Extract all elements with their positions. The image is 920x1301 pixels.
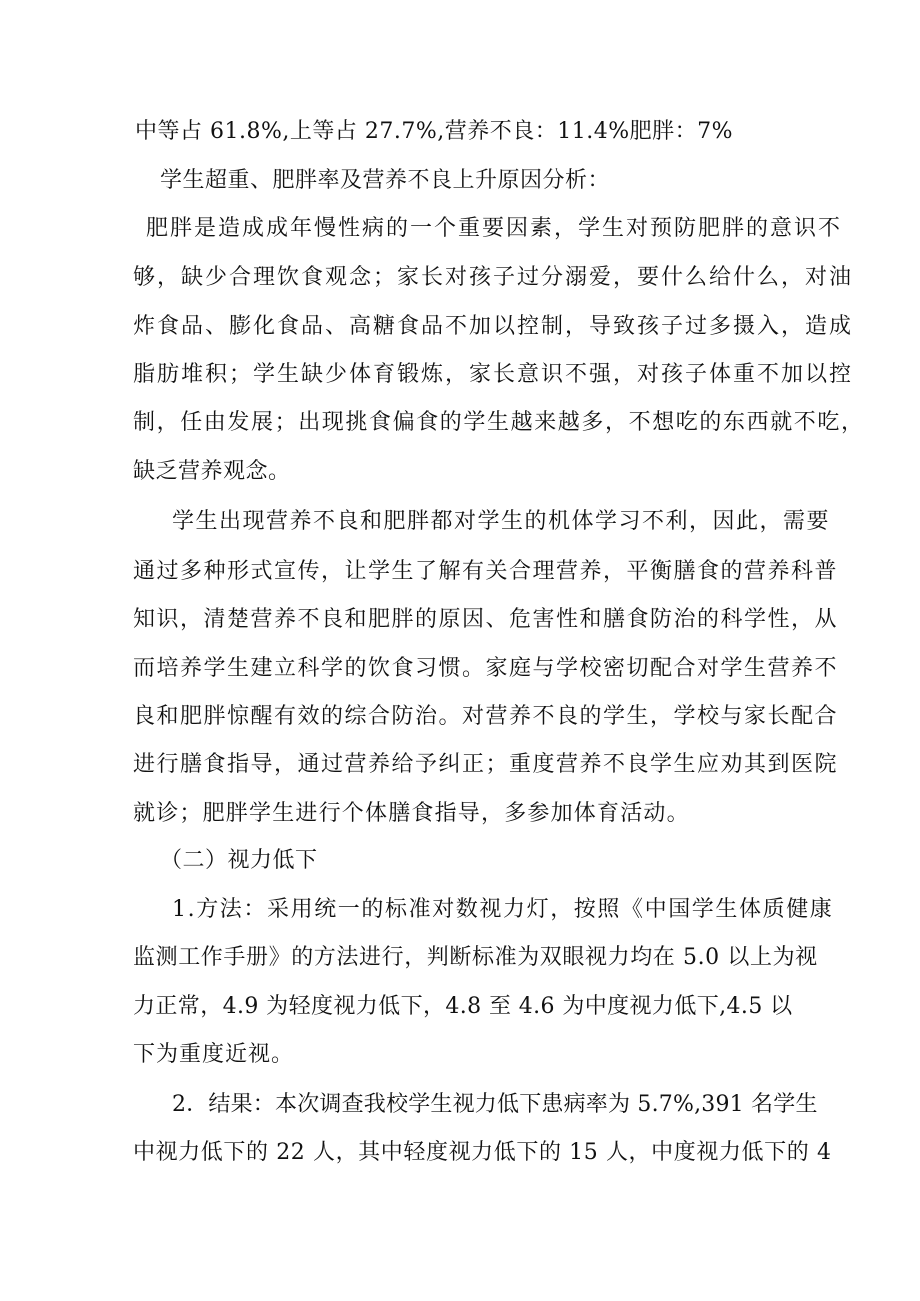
paragraph-line: 制，任由发展；出现挑食偏食的学生越来越多，不想吃的东西就不吃， bbox=[133, 410, 865, 435]
paragraph-line: 脂肪堆积；学生缺少体育锻炼，家长意识不强，对孩子体重不加以控 bbox=[133, 362, 854, 387]
paragraph-line: 1.方法：采用统一的标准对数视力灯，按照《中国学生体质健康 bbox=[172, 897, 834, 922]
section-heading: （二）视力低下 bbox=[160, 848, 318, 873]
paragraph-line: 缺乏营养观念。 bbox=[133, 459, 291, 484]
paragraph-line: 通过多种形式宣传，让学生了解有关合理营养，平衡膳食的营养科普 bbox=[133, 559, 839, 584]
paragraph-line: 够，缺少合理饮食观念；家长对孩子过分溺爱，要什么给什么，对油 bbox=[133, 265, 854, 290]
paragraph-line: 就诊；肥胖学生进行个体膳食指导，多参加体育活动。 bbox=[133, 801, 690, 826]
paragraph-line: 监测工作手册》的方法进行，判断标准为双眼视力均在 5.0 以上为视 bbox=[133, 945, 818, 970]
paragraph-line: 力正常，4.9 为轻度视力低下，4.8 至 4.6 为中度视力低下,4.5 以 bbox=[133, 994, 793, 1019]
paragraph-line: 而培养学生建立科学的饮食习惯。家庭与学校密切配合对学生营养不 bbox=[133, 656, 839, 681]
text-line: 中等占 61.8%,上等占 27.7%,营养不良：11.4%肥胖：7% bbox=[135, 119, 734, 144]
section-subheading: 学生超重、肥胖率及营养不良上升原因分析： bbox=[160, 168, 611, 193]
paragraph-line: 下为重度近视。 bbox=[133, 1042, 295, 1067]
paragraph-line: 良和肥胖惊醒有效的综合防治。对营养不良的学生，学校与家长配合 bbox=[133, 704, 839, 729]
paragraph-line: 肥胖是造成成年慢性病的一个重要因素，学生对预防肥胖的意识不 bbox=[146, 216, 843, 241]
paragraph-line: 炸食品、膨化食品、高糖食品不加以控制，导致孩子过多摄入，造成 bbox=[133, 314, 854, 339]
paragraph-line: 中视力低下的 22 人，其中轻度视力低下的 15 人，中度视力低下的 4 bbox=[133, 1140, 832, 1165]
paragraph-line: 进行膳食指导，通过营养给予纠正；重度营养不良学生应劝其到医院 bbox=[133, 752, 839, 777]
paragraph-line: 学生出现营养不良和肥胖都对学生的机体学习不利，因此，需要 bbox=[172, 509, 831, 534]
paragraph-line: 知识，清楚营养不良和肥胖的原因、危害性和膳食防治的科学性，从 bbox=[133, 607, 839, 632]
paragraph-line: 2．结果：本次调查我校学生视力低下患病率为 5.7%,391 名学生 bbox=[172, 1092, 818, 1117]
